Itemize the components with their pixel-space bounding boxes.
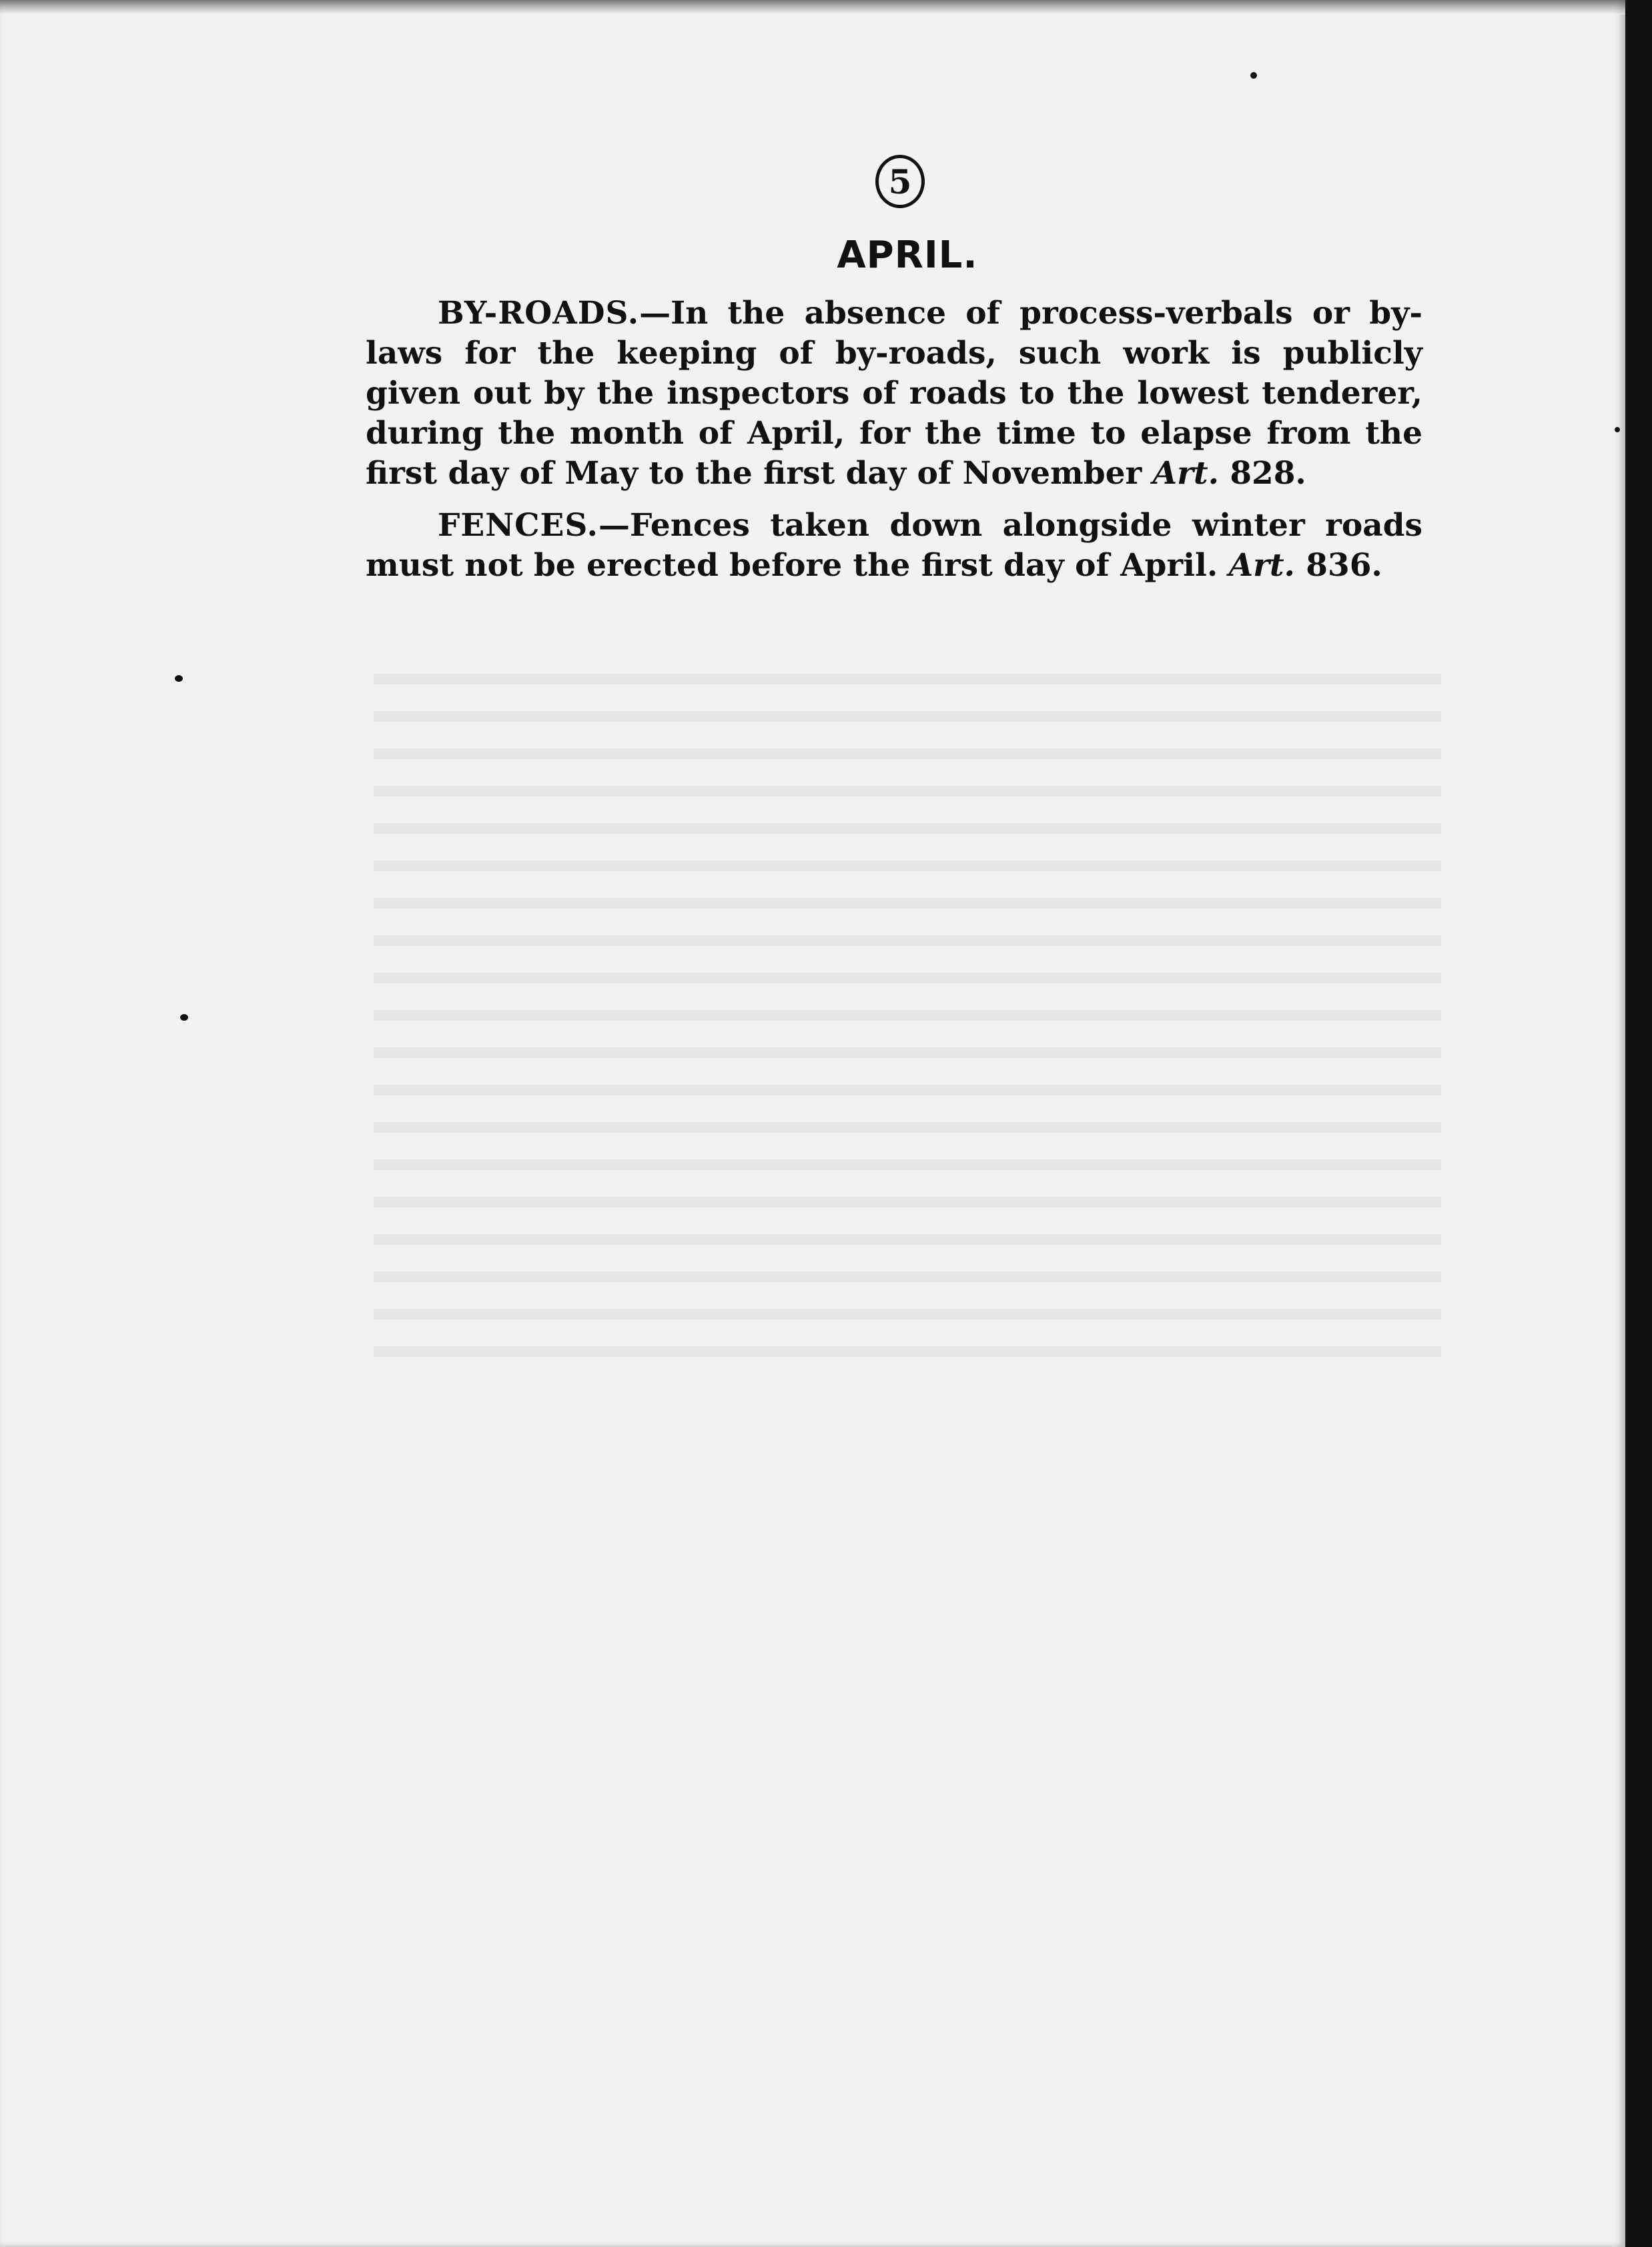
body-text [366, 294, 1422, 598]
page-number: 5 [875, 155, 925, 208]
article-number: 836. [1294, 547, 1382, 584]
paragraph-body: —In the absence of process-verbals or by-laws for the keeping of by-roads, such work is publicly given out by the inspectors of roads to the lowest tenderer, during the month of April, for the time to elapse from the first day of May to the first day of November [366, 295, 1422, 492]
article-number: 828. [1218, 455, 1306, 492]
scan-border [1625, 0, 1652, 2247]
ink-speck [1250, 72, 1257, 79]
article-label: Art. [1228, 547, 1295, 584]
paragraph-by-roads [366, 294, 1422, 494]
article-label: Art. [1152, 455, 1219, 492]
scan-edge-shadow [0, 0, 1625, 15]
ink-speck [1615, 427, 1620, 432]
ink-speck [175, 675, 183, 682]
paragraph-body: —Fences taken down alongside winter roads must not be erected before the first day of April. [366, 507, 1422, 584]
ink-speck [180, 1014, 188, 1021]
month-heading: APRIL. [837, 234, 978, 277]
paragraph-fences [366, 506, 1422, 586]
paragraph-lead: FENCES. [438, 507, 599, 544]
reverse-side-bleed-through [374, 647, 1441, 1368]
paragraph-lead: BY-ROADS. [438, 295, 640, 332]
